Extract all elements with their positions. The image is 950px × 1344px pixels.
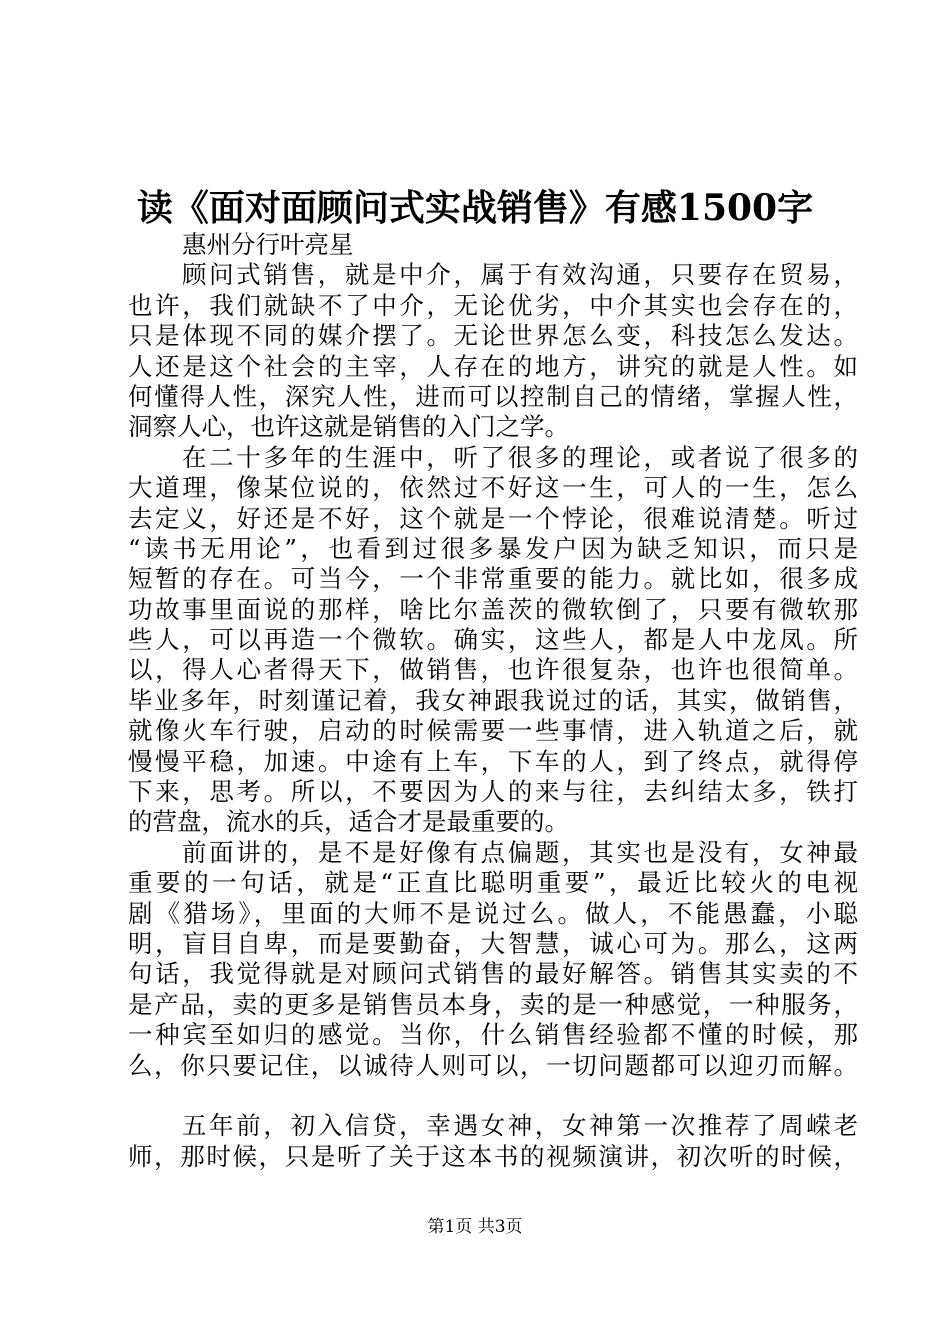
text-line: 去定义，好还是不好，这个就是一个悖论，很难说清楚。听过: [128, 503, 858, 533]
text-line: 只是体现不同的媒介摆了。无论世界怎么变，科技怎么发达。: [128, 321, 858, 351]
text-line: 也许，我们就缺不了中介，无论优劣，中介其实也会存在的，: [128, 290, 858, 320]
text-line: 重要的一句话，就是“正直比聪明重要”，最近比较火的电视: [128, 868, 858, 898]
text-line: 短暂的存在。可当今，一个非常重要的能力。就比如，很多成: [128, 564, 858, 594]
text-line: 是产品，卖的更多是销售员本身，卖的是一种感觉，一种服务，: [128, 989, 858, 1019]
text-line: 功故事里面说的那样，啥比尔盖茨的微软倒了，只要有微软那: [128, 594, 858, 624]
paragraph-lines: [128, 260, 858, 1172]
text-line: 下来，思考。所以，不要因为人的来与往，去纠结太多，铁打: [128, 777, 858, 807]
author-line: 惠州分行叶亮星: [182, 230, 354, 259]
text-line: 就像火车行驶，启动的时候需要一些事情，进入轨道之后，就: [128, 716, 858, 746]
text-line: 五年前，初入信贷，幸遇女神，女神第一次推荐了周嵘老: [182, 1111, 858, 1141]
text-line: 人还是这个社会的主宰，人存在的地方，讲究的就是人性。如: [128, 351, 858, 381]
text-line: 明，盲目自卑，而是要勤奋，大智慧，诚心可为。那么，这两: [128, 928, 858, 958]
text-line: 些人，可以再造一个微软。确实，这些人，都是人中龙凤。所: [128, 625, 858, 655]
text-line: 前面讲的，是不是好像有点偏题，其实也是没有，女神最: [182, 837, 858, 867]
text-line: 毕业多年，时刻谨记着，我女神跟我说过的话，其实，做销售，: [128, 685, 858, 715]
page-footer: 第1页 共3页: [427, 1217, 523, 1237]
document-body: [128, 230, 858, 1172]
text-line: 剧《猎场》，里面的大师不是说过么。做人，不能愚蠢，小聪: [128, 898, 858, 928]
text-line: 句话，我觉得就是对顾问式销售的最好解答。销售其实卖的不: [128, 959, 858, 989]
text-line: 师，那时候，只是听了关于这本书的视频演讲，初次听的时候，: [128, 1141, 858, 1171]
text-line: 一种宾至如归的感觉。当你，什么销售经验都不懂的时候，那: [128, 1020, 858, 1050]
document-title: 读《面对面顾问式实战销售》有感1500字: [136, 187, 814, 229]
text-line: 慢慢平稳，加速。中途有上车，下车的人，到了终点，就得停: [128, 746, 858, 776]
text-line: 洞察人心，也许这就是销售的入门之学。: [128, 412, 569, 442]
text-line: 以，得人心者得天下，做销售，也许很复杂，也许也很简单。: [128, 655, 858, 685]
text-line: 么，你只要记住，以诚待人则可以，一切问题都可以迎刃而解。: [128, 1050, 858, 1080]
text-line: 顾问式销售，就是中介，属于有效沟通，只要存在贸易，: [182, 260, 858, 290]
text-line: 大道理，像某位说的，依然过不好这一生，可人的一生，怎么: [128, 473, 858, 503]
text-line: 的营盘，流水的兵，适合才是最重要的。: [128, 807, 569, 837]
blank-line: [128, 1081, 858, 1111]
text-line: 在二十多年的生涯中，听了很多的理论，或者说了很多的: [182, 442, 858, 472]
text-line: “读书无用论”，也看到过很多暴发户因为缺乏知识，而只是: [128, 533, 858, 563]
text-line: 何懂得人性，深究人性，进而可以控制自己的情绪，掌握人性，: [128, 381, 858, 411]
